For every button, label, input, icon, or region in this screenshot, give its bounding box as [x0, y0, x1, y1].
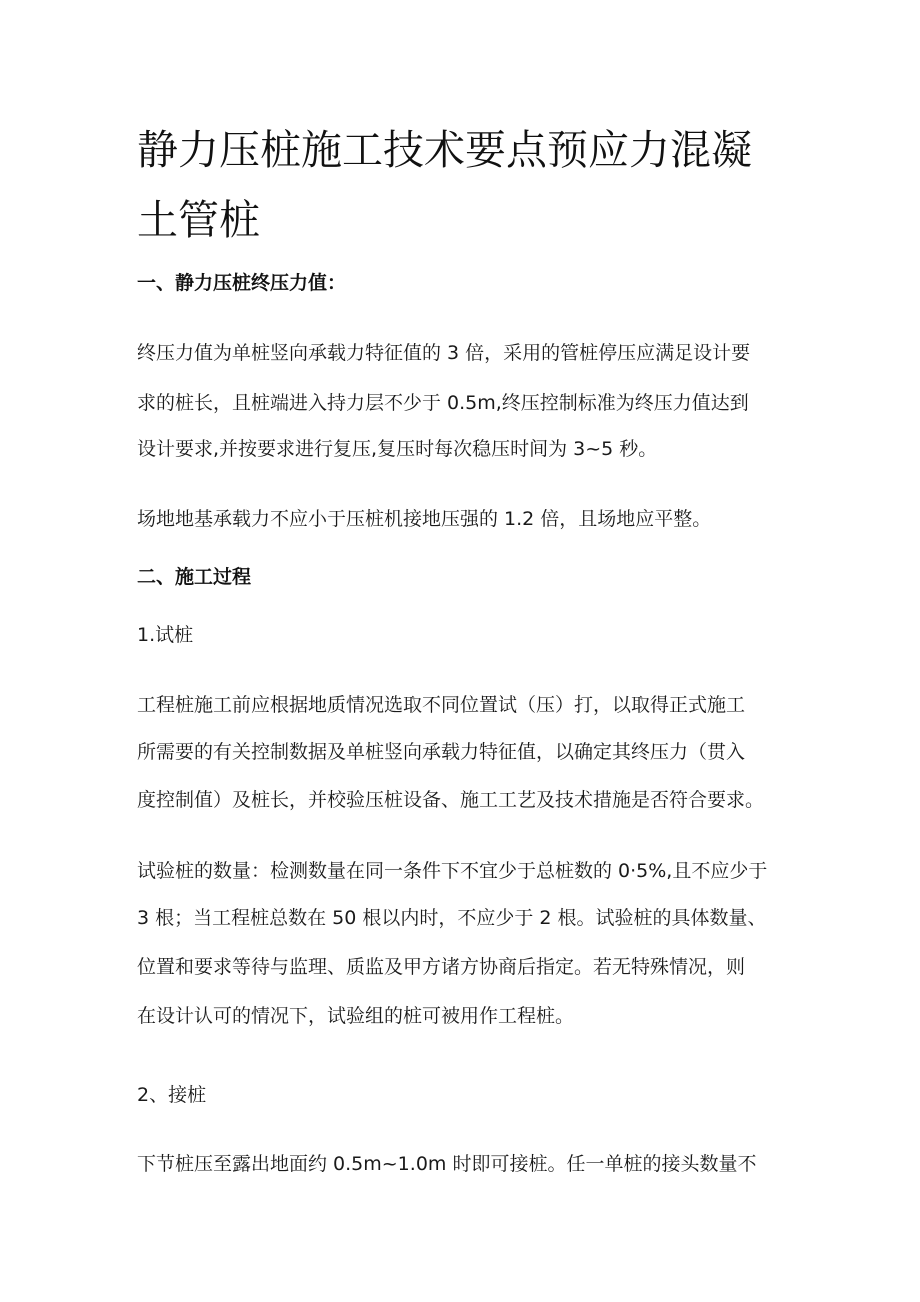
- paragraph-line: 设计要求,并按要求进行复压,复压时每次稳压时间为 3~5 秒。: [137, 438, 658, 460]
- paragraph-line: 工程桩施工前应根据地质情况选取不同位置试（压）打，以取得正式施工: [137, 694, 746, 716]
- paragraph-line: 试验桩的数量：检测数量在同一条件下不宜少于总桩数的 0·5%,且不应少于: [137, 860, 768, 882]
- paragraph-line: 3 根；当工程桩总数在 50 根以内时，不应少于 2 根。试验桩的具体数量、: [137, 907, 767, 929]
- subsection-heading: 2、接桩: [137, 1084, 207, 1106]
- paragraph-line: 位置和要求等待与监理、质监及甲方诸方协商后指定。若无特殊情况，则: [137, 956, 746, 978]
- document-title-line-1: 静力压桩施工技术要点预应力混凝: [137, 126, 752, 174]
- subsection-heading: 1.试桩: [137, 624, 194, 646]
- paragraph-line: 求的桩长，且桩端进入持力层不少于 0.5m,终压控制标准为终压力值达到: [137, 392, 749, 414]
- section-1-heading: 一、静力压桩终压力值：: [137, 272, 347, 294]
- paragraph-line: 在设计认可的情况下，试验组的桩可被用作工程桩。: [137, 1005, 575, 1027]
- paragraph-line: 度控制值）及桩长，并校验压桩设备、施工工艺及技术措施是否符合要求。: [137, 789, 765, 811]
- paragraph-line: 终压力值为单桩竖向承载力特征值的 3 倍，采用的管桩停压应满足设计要: [137, 342, 751, 364]
- document-title-line-2: 土管桩: [137, 196, 260, 244]
- section-2-heading: 二、施工过程: [137, 566, 252, 588]
- paragraph-line: 所需要的有关控制数据及单桩竖向承载力特征值，以确定其终压力（贯入: [137, 741, 746, 763]
- paragraph-line: 下节桩压至露出地面约 0.5m~1.0m 时即可接桩。任一单桩的接头数量不: [137, 1153, 757, 1175]
- paragraph-line: 场地地基承载力不应小于压桩机接地压强的 1.2 倍，且场地应平整。: [137, 508, 712, 530]
